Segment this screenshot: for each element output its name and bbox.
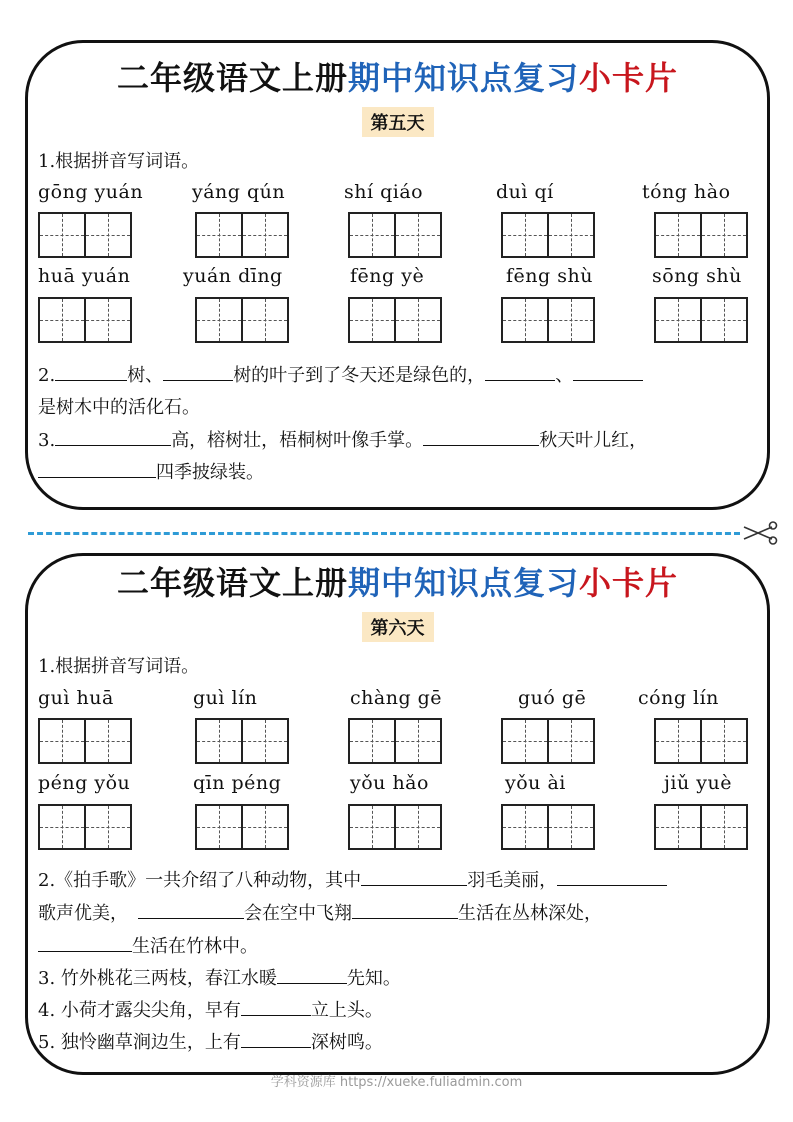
- tianzige-answer-box[interactable]: [348, 212, 442, 258]
- question-text: 先知。: [346, 968, 401, 989]
- question-text: 生活在竹林中。: [132, 936, 258, 957]
- question-text: 5. 独怜幽草涧边生，上有: [38, 1032, 241, 1053]
- question-2: [38, 361, 643, 387]
- tianzige-answer-box[interactable]: [195, 718, 289, 764]
- pinyin-label: chàng gē: [350, 687, 443, 709]
- fill-blank[interactable]: [557, 869, 667, 886]
- question-text: 3.: [38, 430, 56, 451]
- question-2: [38, 866, 667, 892]
- question-text: 树的叶子到了冬天还是绿色的，: [233, 365, 486, 386]
- pinyin-label: cóng lín: [638, 687, 719, 709]
- question-3-continued: [38, 458, 264, 484]
- question-text: 2.《拍手歌》一共介绍了八种动物，其中: [38, 870, 362, 891]
- question-1: 1.根据拼音写词语。: [38, 656, 200, 677]
- question-text: 高，榕树壮，梧桐树叶像手掌。: [171, 430, 424, 451]
- question-2-line2: [38, 899, 602, 925]
- pinyin-label: péng yǒu: [38, 772, 131, 794]
- pinyin-label: guó gē: [518, 687, 587, 709]
- tianzige-answer-box[interactable]: [38, 718, 132, 764]
- pinyin-label: fēng shù: [506, 265, 593, 287]
- question-text: 羽毛美丽，: [467, 870, 558, 891]
- fill-blank[interactable]: [38, 935, 132, 952]
- question-text: 会在空中飞翔: [244, 903, 352, 924]
- fill-blank[interactable]: [241, 1031, 311, 1048]
- title-part-blue: 期中知识点复习: [347, 564, 579, 602]
- question-text: 深树鸣。: [310, 1032, 383, 1053]
- pinyin-label: sōng shù: [652, 265, 742, 287]
- fill-blank[interactable]: [573, 364, 643, 381]
- question-text: 树、: [127, 365, 164, 386]
- pinyin-label: qīn péng: [193, 772, 282, 794]
- title-part-black: 二年级语文上册: [116, 59, 348, 97]
- pinyin-label: jiǔ yuè: [664, 772, 732, 794]
- question-text: 立上头。: [310, 1000, 383, 1021]
- fill-blank[interactable]: [277, 967, 347, 984]
- question-text: 秋天叶儿红，: [539, 430, 648, 451]
- question-1: 1.根据拼音写词语。: [38, 151, 200, 172]
- pinyin-label: guì huā: [38, 687, 114, 709]
- tianzige-answer-box[interactable]: [501, 297, 595, 343]
- question-text: 生活在丛林深处，: [458, 903, 602, 924]
- card-title: [28, 53, 767, 99]
- review-card-day6: [25, 553, 770, 1075]
- review-card-day5: [25, 40, 770, 510]
- fill-blank[interactable]: [163, 364, 233, 381]
- fill-blank[interactable]: [361, 869, 467, 886]
- title-part-red: 小卡片: [579, 564, 679, 602]
- pinyin-label: gōng yuán: [38, 181, 144, 203]
- question-text: 四季披绿装。: [156, 462, 264, 483]
- title-part-blue: 期中知识点复习: [347, 59, 579, 97]
- scissors-icon: [742, 521, 778, 545]
- pinyin-label: yǒu ài: [505, 772, 566, 794]
- day-badge: 第六天: [362, 612, 434, 642]
- pinyin-label: guì lín: [193, 687, 258, 709]
- fill-blank[interactable]: [38, 461, 156, 478]
- pinyin-label: fēng yè: [350, 265, 425, 287]
- fill-blank[interactable]: [352, 902, 458, 919]
- tianzige-answer-box[interactable]: [195, 804, 289, 850]
- question-3: [38, 426, 647, 452]
- pinyin-label: duì qí: [496, 181, 554, 203]
- tianzige-answer-box[interactable]: [654, 212, 748, 258]
- question-3: [38, 964, 401, 990]
- fill-blank[interactable]: [241, 999, 311, 1016]
- tianzige-answer-box[interactable]: [195, 297, 289, 343]
- card-title: [28, 558, 767, 604]
- question-text: 、: [555, 365, 574, 386]
- pinyin-label: yáng qún: [192, 181, 286, 203]
- day-badge: 第五天: [362, 107, 434, 137]
- question-text: 2.: [38, 365, 56, 386]
- tianzige-answer-box[interactable]: [38, 212, 132, 258]
- fill-blank[interactable]: [485, 364, 555, 381]
- title-part-red: 小卡片: [579, 59, 679, 97]
- pinyin-label: huā yuán: [38, 265, 131, 287]
- tianzige-answer-box[interactable]: [195, 212, 289, 258]
- pinyin-label: yuán dīng: [183, 265, 283, 287]
- fill-blank[interactable]: [423, 429, 539, 446]
- pinyin-label: tóng hào: [642, 181, 731, 203]
- question-text: 3. 竹外桃花三两枝，春江水暖: [38, 968, 277, 989]
- question-2-line3: [38, 932, 258, 958]
- tianzige-answer-box[interactable]: [654, 718, 748, 764]
- question-text: 歌声优美，: [38, 903, 128, 924]
- tianzige-answer-box[interactable]: [654, 297, 748, 343]
- cut-line: [28, 532, 740, 535]
- footer-source: 学科资源库 https://xueke.fuliadmin.com: [270, 1075, 523, 1090]
- tianzige-answer-box[interactable]: [654, 804, 748, 850]
- tianzige-answer-box[interactable]: [38, 804, 132, 850]
- title-part-black: 二年级语文上册: [116, 564, 348, 602]
- fill-blank[interactable]: [138, 902, 244, 919]
- fill-blank[interactable]: [55, 429, 171, 446]
- tianzige-answer-box[interactable]: [501, 804, 595, 850]
- pinyin-label: yǒu hǎo: [350, 772, 429, 794]
- pinyin-label: shí qiáo: [344, 181, 424, 203]
- fill-blank[interactable]: [55, 364, 127, 381]
- question-4: [38, 996, 383, 1022]
- question-2-continued: 是树木中的活化石。: [38, 397, 200, 418]
- tianzige-answer-box[interactable]: [348, 297, 442, 343]
- tianzige-answer-box[interactable]: [348, 804, 442, 850]
- question-5: [38, 1028, 383, 1054]
- tianzige-answer-box[interactable]: [501, 212, 595, 258]
- tianzige-answer-box[interactable]: [501, 718, 595, 764]
- tianzige-answer-box[interactable]: [38, 297, 132, 343]
- question-text: 4. 小荷才露尖尖角，早有: [38, 1000, 241, 1021]
- tianzige-answer-box[interactable]: [348, 718, 442, 764]
